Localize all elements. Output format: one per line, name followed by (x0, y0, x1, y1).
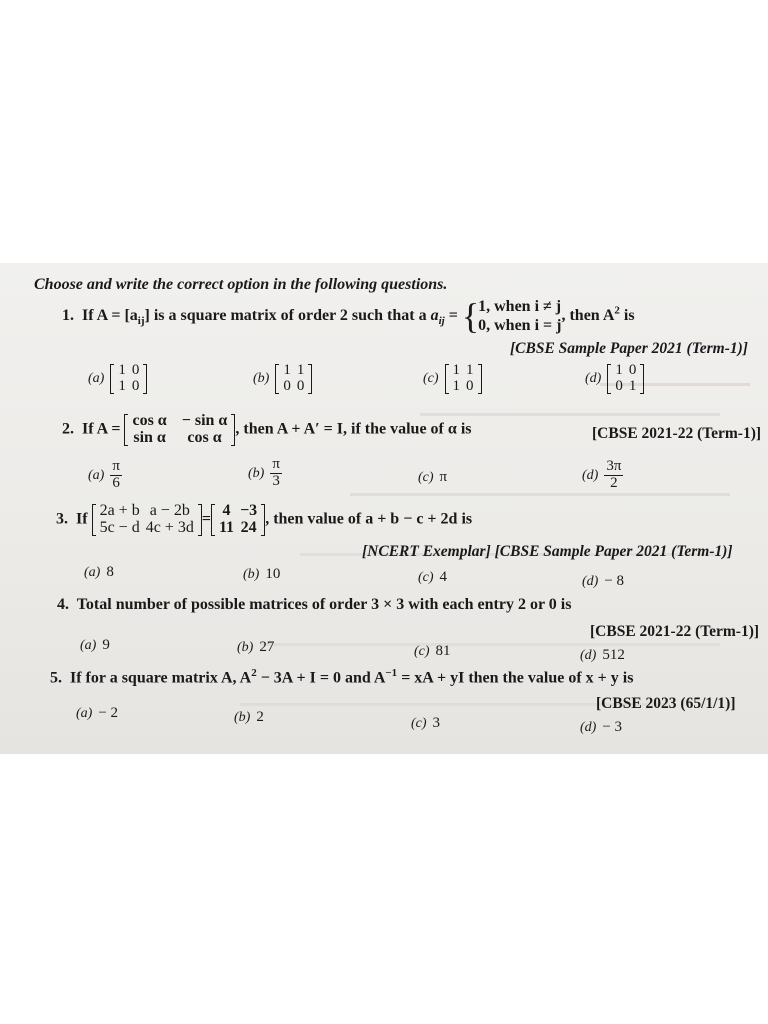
superscript: 2 (614, 304, 620, 317)
question-number: 5. (50, 669, 62, 687)
option-value: 81 (435, 643, 451, 659)
question-text: , then A (561, 306, 615, 324)
option-b (243, 566, 280, 583)
option-value: − 2 (98, 705, 119, 721)
denominator: 2 (610, 474, 618, 491)
option-label: (b) (237, 640, 254, 655)
option-d (582, 459, 623, 492)
option-value: 9 (102, 637, 110, 653)
question-number: 4. (57, 596, 69, 613)
option-matrix (110, 363, 147, 395)
question-matrix (124, 413, 235, 447)
option-c (414, 643, 451, 660)
source-reference: [CBSE Sample Paper 2021 (Term-1)] (510, 340, 748, 357)
matrix-cell: 1 (283, 362, 291, 378)
question-text: , then value of a + b − c + 2d is (265, 510, 473, 528)
matrix-cell: 0 (131, 377, 140, 394)
numerator: π (112, 458, 120, 474)
case-2: 0, when i = j (478, 317, 562, 335)
matrix-cell: 0 (628, 362, 637, 378)
option-a (84, 564, 114, 581)
option-label: (d) (580, 720, 597, 735)
matrix-cell: cos α (187, 428, 222, 446)
option-label: (a) (76, 706, 93, 721)
option-label: (b) (253, 371, 270, 387)
option-b (237, 639, 274, 656)
matrix-cell: 1 (615, 362, 623, 378)
question-text: = xA + yI then the value of x + y is (397, 669, 634, 687)
matrix-cell: 0 (466, 377, 474, 394)
matrix-cell: 2a + b (99, 502, 140, 519)
option-value: 4 (439, 569, 448, 585)
option-d (580, 719, 622, 736)
option-c (423, 363, 482, 395)
matrix-cell: 4c + 3d (145, 518, 194, 536)
question-number: 2. (62, 420, 74, 438)
numerator: π (272, 456, 280, 472)
matrix-cell: 1 (628, 377, 637, 394)
matrix-cell: 1 (452, 362, 461, 378)
option-label: (c) (418, 570, 434, 585)
matrix-cell: 0 (296, 377, 305, 394)
option-label: (a) (84, 565, 101, 580)
option-b (248, 457, 282, 490)
option-label: (b) (248, 465, 265, 481)
left-brace: { (461, 296, 480, 337)
option-a (88, 363, 147, 395)
option-c (411, 715, 440, 732)
denominator: 6 (112, 474, 120, 491)
question-text: Total number of possible matrices of order 3 × 3 with each entry 2 or 0 is (76, 596, 572, 613)
option-a (88, 459, 122, 492)
matrix-cell: 1 (118, 362, 126, 378)
matrix-cell: a − 2b (149, 502, 190, 519)
option-label: (d) (582, 467, 599, 483)
case-1: 1, when i ≠ j (478, 298, 562, 315)
source-reference: [CBSE 2023 (65/1/1)] (596, 695, 736, 712)
option-matrix (275, 363, 312, 395)
subscript: ij (137, 315, 145, 328)
equals-sign: = (444, 306, 458, 324)
matrix-cell: −3 (240, 502, 258, 519)
option-label: (c) (418, 470, 434, 485)
superscript: −1 (385, 667, 398, 679)
option-matrix (607, 363, 644, 395)
option-d (582, 573, 624, 590)
option-d (580, 647, 625, 664)
option-label: (a) (80, 638, 97, 653)
source-reference: [NCERT Exemplar] [CBSE Sample Paper 2021 (Term-1)] (362, 543, 733, 560)
question-text: , then A + A′ = I, if the value of α is (235, 420, 472, 438)
option-label: (c) (414, 644, 430, 659)
option-c (418, 569, 447, 586)
question-text: If for a square matrix A, A (70, 669, 252, 687)
question-text: is (619, 306, 635, 324)
option-b (253, 363, 312, 395)
matrix-cell: 0 (615, 377, 623, 394)
option-label: (b) (243, 567, 260, 582)
denominator: 3 (272, 472, 280, 489)
option-value: 27 (259, 639, 275, 655)
option-label: (d) (580, 648, 597, 663)
question-5 (50, 667, 633, 687)
option-label: (c) (411, 716, 427, 731)
piecewise-cases (478, 297, 561, 335)
option-label: (d) (585, 371, 602, 387)
equals-sign: = (201, 510, 211, 528)
question-number: 3. (56, 510, 68, 528)
matrix-cell: 11 (218, 518, 235, 536)
option-d (585, 363, 644, 395)
option-b (234, 709, 264, 726)
matrix-cell: 1 (452, 377, 461, 394)
source-reference: [CBSE 2021-22 (Term-1)] (592, 425, 762, 442)
option-value: π (439, 469, 448, 485)
question-3 (56, 503, 472, 537)
matrix-cell: − sin α (181, 412, 228, 429)
option-value: − 3 (602, 719, 623, 735)
question-4 (57, 596, 571, 614)
option-a (80, 637, 110, 654)
option-label: (b) (234, 710, 251, 725)
option-a (76, 705, 118, 722)
rhs-matrix (211, 503, 265, 537)
matrix-cell: 4 (222, 502, 231, 519)
matrix-cell: 1 (296, 362, 305, 378)
bleed-through-texture (350, 493, 730, 496)
question-text: If A = (82, 420, 121, 438)
option-c (418, 469, 447, 486)
option-value: − 8 (604, 573, 625, 589)
matrix-cell: sin α (133, 428, 166, 446)
option-label: (a) (88, 371, 105, 387)
question-number: 1. (62, 306, 74, 324)
matrix-cell: 1 (118, 377, 126, 394)
matrix-cell: 5c − d (99, 518, 140, 536)
instructions-heading: Choose and write the correct option in the following questions. (34, 276, 448, 293)
numerator: 3π (606, 458, 622, 474)
option-label: (d) (582, 574, 599, 589)
matrix-cell: 1 (466, 362, 474, 378)
source-reference: [CBSE 2021-22 (Term-1)] (590, 623, 760, 640)
option-fraction (110, 459, 122, 492)
option-value: 512 (602, 647, 625, 663)
question-text: ] is a square matrix of order 2 such that a (144, 306, 427, 324)
subscript: ij (438, 315, 445, 328)
option-fraction (270, 457, 282, 490)
matrix-cell: 24 (240, 518, 257, 536)
superscript: 2 (251, 667, 257, 679)
option-value: 2 (256, 709, 264, 725)
question-1: 1. If $A = [a_{ij}]$ is a square matrix of order 2 such that a $a_{ij}$ = { 1, when i ≠ j 0, when i = j , then $A^2$ is (62, 296, 635, 337)
option-value: 8 (106, 564, 114, 580)
option-label: (a) (88, 467, 105, 483)
question-text: If (76, 510, 88, 528)
matrix-cell: 0 (283, 377, 291, 394)
option-fraction (604, 459, 623, 492)
option-value: 10 (265, 566, 281, 582)
matrix-cell: 0 (131, 362, 140, 378)
lhs-matrix (92, 503, 202, 537)
question-2 (62, 413, 471, 447)
option-label: (c) (423, 371, 439, 387)
option-matrix (445, 363, 482, 395)
question-text: − 3A + I = 0 and A (256, 669, 386, 687)
question-text: If A = [a (82, 306, 138, 324)
textbook-page-photo (0, 263, 768, 754)
option-value: 3 (432, 715, 441, 731)
matrix-cell: cos α (132, 412, 167, 429)
bleed-through-texture (260, 643, 720, 646)
